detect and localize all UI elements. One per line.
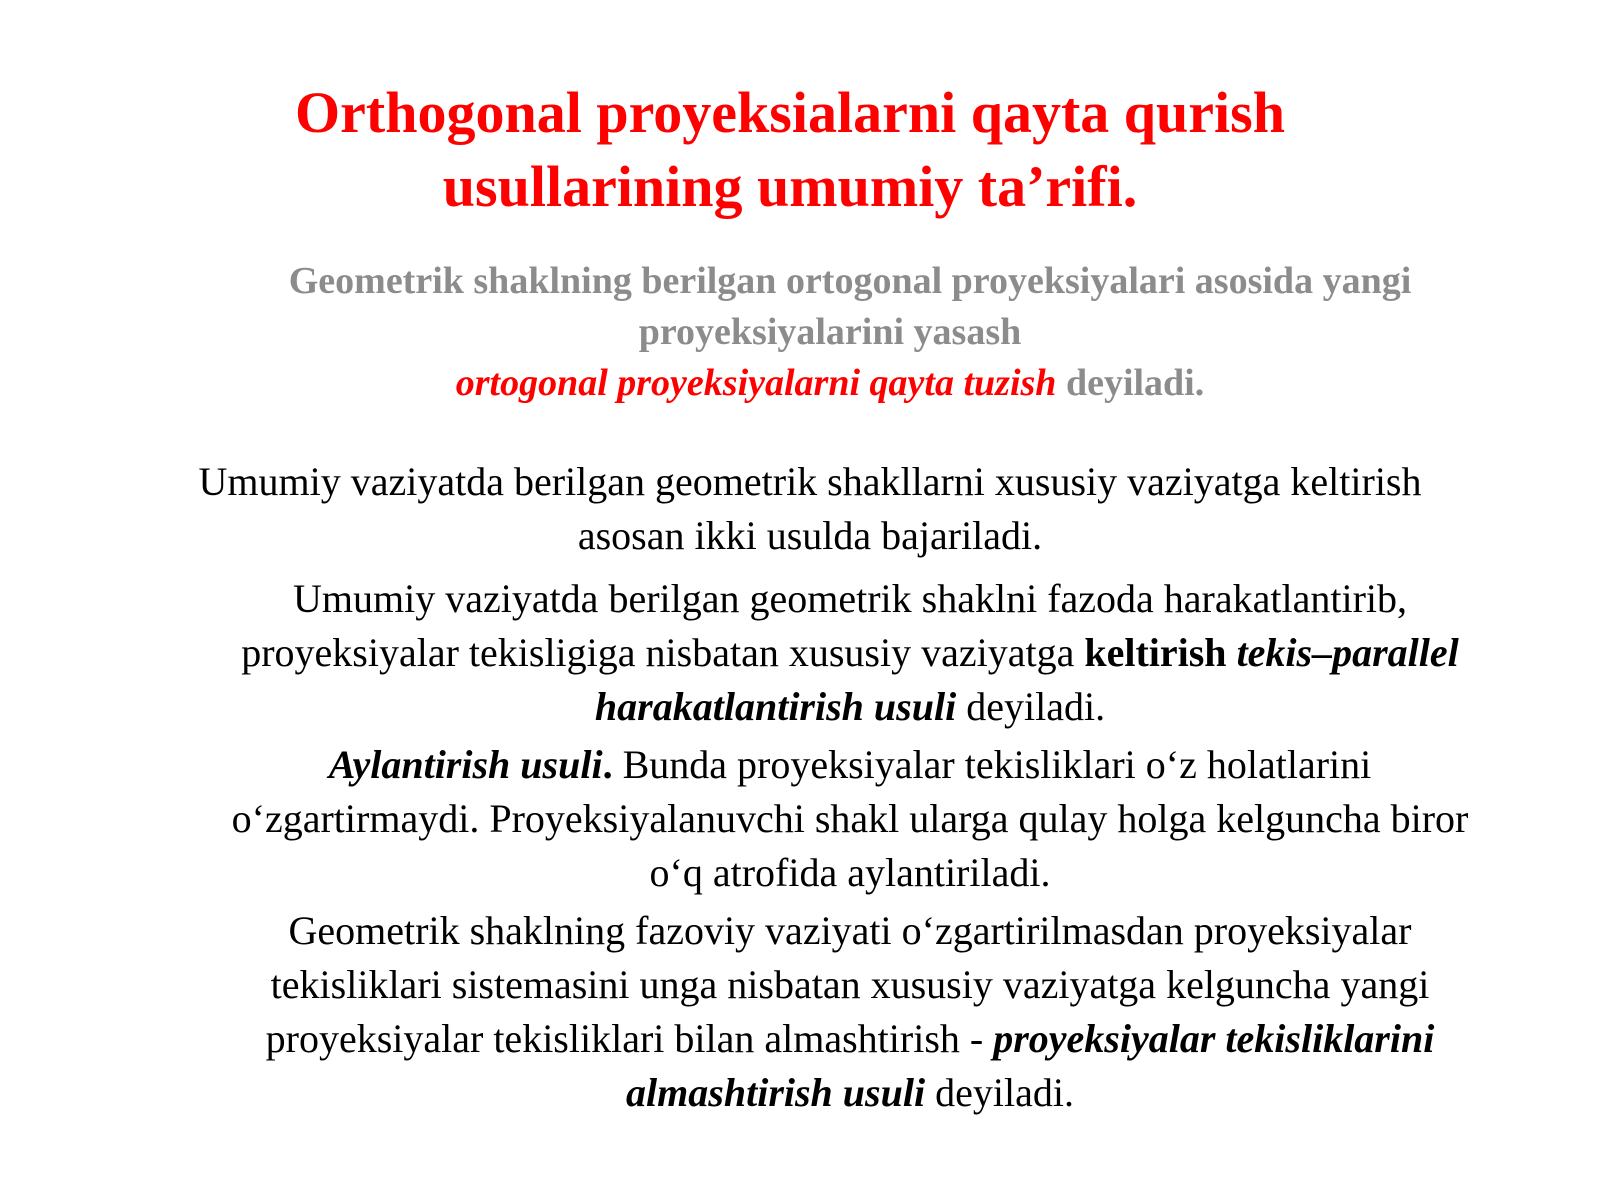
p2-line-2-start: proyeksiyalar tekisligiga nisbatan xususiy vaziyatga	[241, 630, 1085, 675]
subtitle-line-1: Geometrik shaklning berilgan ortogonal proyeksiyalari asosida yangi	[288, 260, 1412, 302]
p3-term: Aylantirish usuli	[328, 742, 603, 787]
subtitle-tail: deyiladi.	[1056, 362, 1205, 404]
subtitle-term: ortogonal proyeksiyalarni qayta tuzish	[455, 362, 1057, 404]
p4-term-a: proyeksiyalar tekisliklarini	[993, 1016, 1435, 1061]
p4-line-2: tekisliklari sistemasini unga nisbatan xususiy vaziyatga kelguncha yangi	[270, 962, 1430, 1007]
p1-line-1: Umumiy vaziyatda berilgan geometrik shakllarni xususiy vaziyatga keltirish	[198, 459, 1422, 504]
p3-dot: .	[602, 742, 613, 787]
subtitle-line-2: proyeksiyalarini yasash	[638, 311, 1022, 353]
p4-line-1: Geometrik shaklning fazoviy vaziyati o‘zgartirilmasdan proyeksiyalar	[288, 908, 1412, 953]
slide-title	[200, 76, 1380, 224]
p3-line-2: o‘zgartirmaydi. Proyeksiyalanuvchi shakl ularga qulay holga kelguncha biror	[231, 796, 1469, 841]
paragraph-plane-replacement	[180, 904, 1520, 1120]
p2-line-1: Umumiy vaziyatda berilgan geometrik shaklni fazoda harakatlantirib,	[292, 576, 1408, 621]
p3-line-3: o‘q atrofida aylantiriladi.	[649, 850, 1051, 895]
title-line-2: usullarining umumiy ta’rifi.	[442, 154, 1138, 219]
p4-line-3-start: proyeksiyalar tekisliklari bilan almashtirish -	[265, 1016, 994, 1061]
p2-bold-word: keltirish	[1084, 630, 1227, 675]
paragraph-rotation	[150, 738, 1550, 900]
p2-term-a: tekis–parallel	[1236, 630, 1459, 675]
p3-line-1-rest: Bunda proyeksiyalar tekisliklari o‘z holatlarini	[612, 742, 1372, 787]
p1-line-2: asosan ikki usulda bajariladi.	[577, 513, 1043, 558]
p2-space	[1227, 630, 1237, 675]
p2-tail: deyiladi.	[956, 684, 1106, 729]
p4-term-b: almashtirish usuli	[626, 1070, 926, 1115]
paragraph-intro	[90, 455, 1530, 563]
definition-subtitle	[160, 256, 1500, 409]
p4-tail: deyiladi.	[925, 1070, 1074, 1115]
title-line-1: Orthogonal proyeksialarni qayta qurish	[295, 80, 1285, 145]
paragraph-parallel-motion	[160, 572, 1540, 734]
p2-term-b: harakatlantirish usuli	[594, 684, 957, 729]
